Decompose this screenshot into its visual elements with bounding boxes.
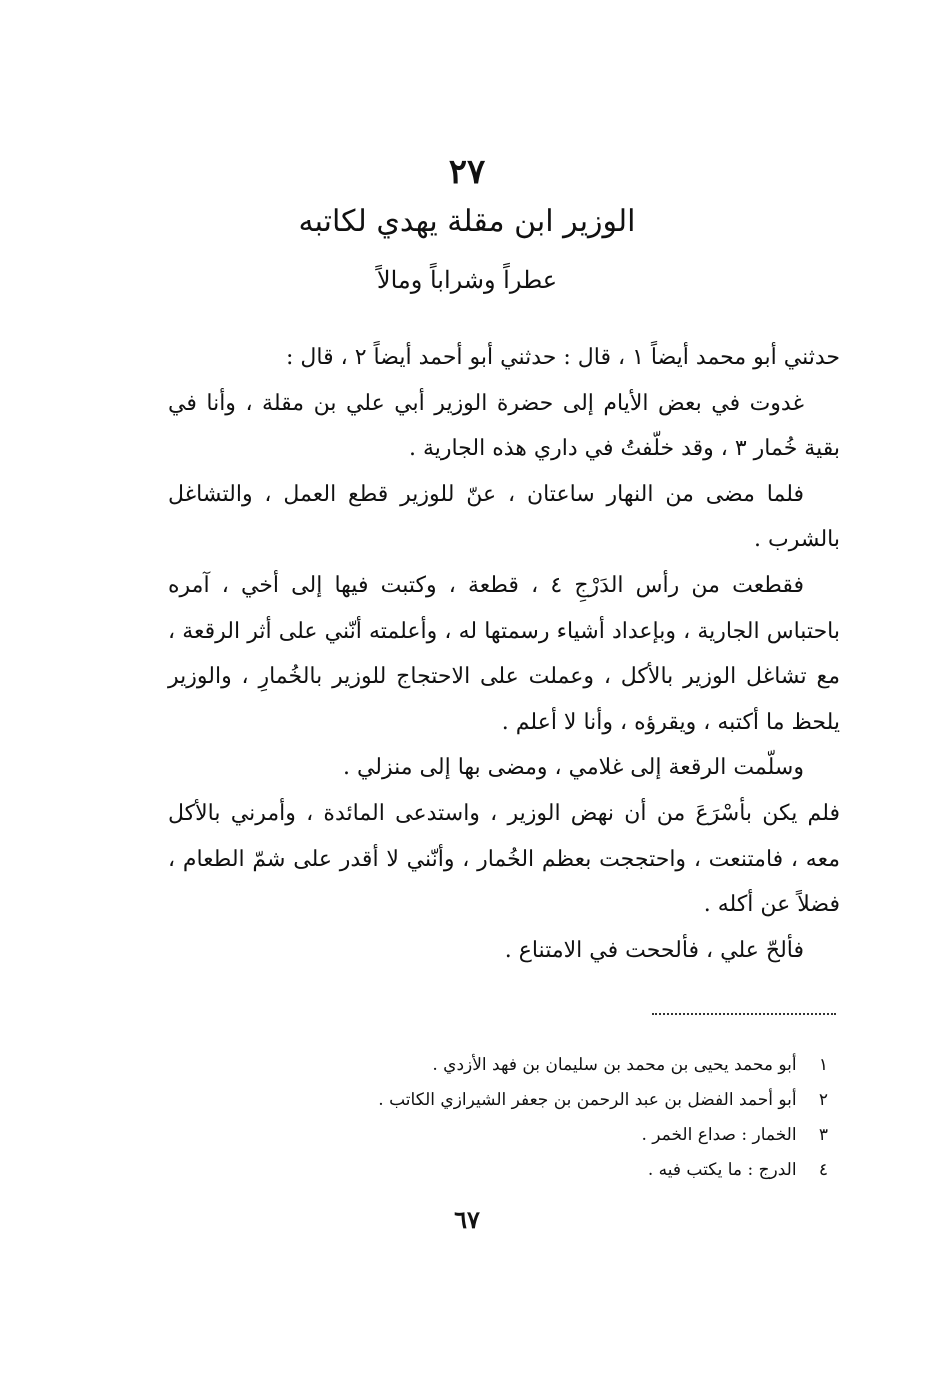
footnote-text: أبو أحمد الفضل بن عبد الرحمن بن جعفر الشيرازي الكاتب . xyxy=(378,1090,797,1110)
footnote-number: ١ xyxy=(818,1055,828,1075)
paragraph: فلما مضى من النهار ساعتان ، عنّ للوزير قطع العمل ، والتشاغل بالشرب . xyxy=(168,481,840,553)
footnote-number: ٤ xyxy=(818,1160,828,1180)
footnote xyxy=(168,1083,828,1118)
chapter-number: ٢٧ xyxy=(448,152,486,192)
footnote-number: ٣ xyxy=(818,1125,828,1145)
chapter-title: الوزير ابن مقلة يهدي لكاتبه xyxy=(298,204,636,239)
footnote-separator xyxy=(652,1013,836,1015)
paragraph: فلم يكن بأسْرَعَ من أن نهض الوزير ، واستدعى المائدة ، وأمرني بالأكل معه ، فامتنعت ، واحتججت بعظم الخُمار ، وأنّني لا أقدر على شمّ الطعام ، فضلاً عن أكله . xyxy=(168,800,840,918)
page-number: ٦٧ xyxy=(454,1205,480,1234)
paragraph: حدثني أبو محمد أيضاً ١ ، قال : حدثني أبو أحمد أيضاً ٢ ، قال : xyxy=(286,345,840,370)
footnote-number: ٢ xyxy=(818,1090,828,1110)
footnote xyxy=(168,1118,828,1153)
paragraph: وسلّمت الرقعة إلى غلامي ، ومضى بها إلى منزلي . xyxy=(342,755,804,781)
footnote xyxy=(168,1153,828,1188)
paragraph: غدوت في بعض الأيام إلى حضرة الوزير أبي علي بن مقلة ، وأنا في بقية خُمار ٣ ، وقد خلّفتُ في داري هذه الجارية . xyxy=(168,390,840,462)
paragraph: فألحّ علي ، فألححت في الامتناع . xyxy=(504,937,804,963)
footnote xyxy=(168,1048,828,1083)
footnote-text: أبو محمد يحيى بن محمد بن سليمان بن فهد الأزدي . xyxy=(432,1055,797,1075)
footnotes xyxy=(168,1048,828,1188)
chapter-subtitle: عطراً وشراباً ومالاً xyxy=(376,266,558,294)
footnote-text: الدرج : ما يكتب فيه . xyxy=(647,1160,797,1180)
body-text xyxy=(168,335,840,973)
paragraph: فقطعت من رأس الدَرْجِ ٤ ، قطعة ، وكتبت فيها إلى أخي ، آمره باحتباس الجارية ، وبإعداد أشياء رسمتها له ، وأعلمته أنّني على أثر الرقعة ، مع تشاغل الوزير بالأكل ، وعملت على الاحتجاج للوزير بالخُمارِ ، والوزير يلحظ ما أكتبه ، ويقرؤه ، وأنا لا أعلم . xyxy=(168,572,840,735)
footnote-text: الخمار : صداع الخمر . xyxy=(641,1125,797,1145)
